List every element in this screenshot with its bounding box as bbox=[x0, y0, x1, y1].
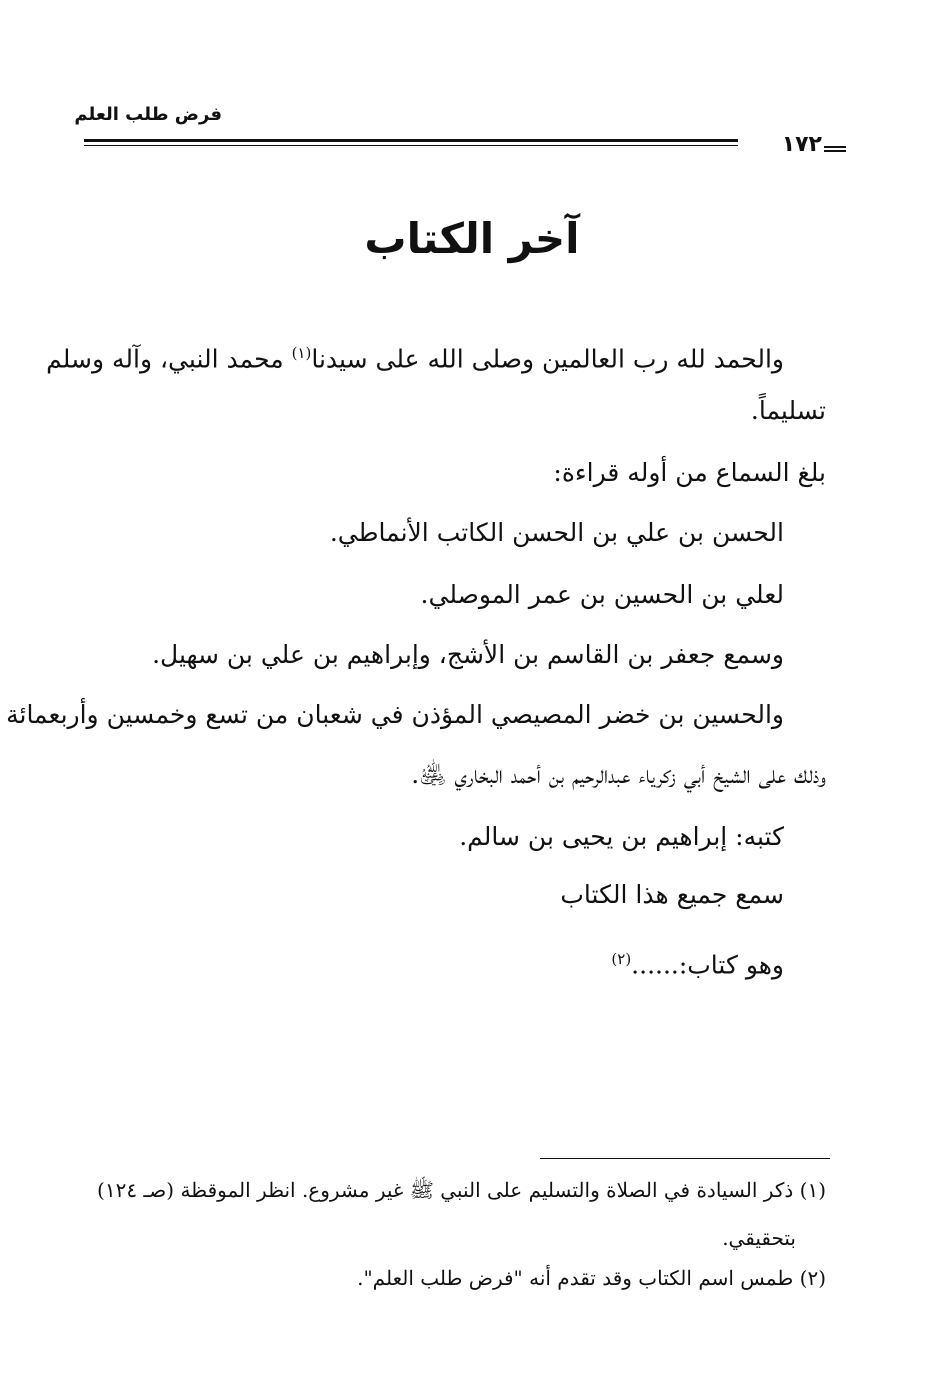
footnote-1-line-1: (١) ذكر السيادة في الصلاة والتسليم على النبي ﷺ غير مشروع. انظر الموقظة (صـ ١٢٤) bbox=[97, 1178, 826, 1202]
footnote-separator bbox=[540, 1158, 830, 1159]
header-rule bbox=[84, 139, 738, 146]
body-line-10: سمع جميع هذا الكتاب bbox=[560, 880, 784, 909]
body-line-4: الحسن بن علي بن الحسن الكاتب الأنماطي. bbox=[329, 518, 784, 547]
page-number: ١٧٢ bbox=[781, 132, 822, 157]
footnote-1-line-2: بتحقيقي. bbox=[722, 1226, 796, 1250]
body-line-5: لعلي بن الحسين بن عمر الموصلي. bbox=[420, 580, 784, 609]
body-line-8: وذلك على الشيخ أبي زكرياء عبدالرحيم بن أحمد البخاري ﵁. bbox=[411, 760, 826, 789]
footnote-ref-2: (٢) bbox=[611, 950, 632, 968]
body-line-11 bbox=[611, 942, 784, 982]
body-line-7: والحسين بن خضر المصيصي المؤذن في شعبان من تسع وخمسين وأربعمائة bbox=[6, 700, 784, 729]
footnote-ref-1: (١) bbox=[291, 344, 312, 362]
body-line-2: تسليماً. bbox=[750, 396, 826, 425]
body-line-11-text: وهو كتاب:...... bbox=[631, 950, 784, 980]
body-line-3: بلغ السماع من أوله قراءة: bbox=[553, 458, 826, 487]
body-line-6: وسمع جعفر بن القاسم بن الأشج، وإبراهيم بن علي بن سهيل. bbox=[152, 640, 784, 669]
body-line-1 bbox=[46, 336, 784, 376]
body-line-1-tail: محمد النبي، وآله وسلم bbox=[46, 344, 284, 374]
footnote-2: (٢) طمس اسم الكتاب وقد تقدم أنه "فرض طلب العلم". bbox=[357, 1266, 826, 1290]
body-line-9: كتبه: إبراهيم بن يحيى بن سالم. bbox=[459, 822, 784, 851]
page-number-rule bbox=[824, 146, 846, 152]
chapter-title: آخر الكتاب bbox=[364, 214, 580, 263]
body-line-1-text: والحمد لله رب العالمين وصلى الله على سيدنا bbox=[311, 344, 784, 374]
running-header-title: فرض طلب العلم bbox=[74, 104, 222, 125]
